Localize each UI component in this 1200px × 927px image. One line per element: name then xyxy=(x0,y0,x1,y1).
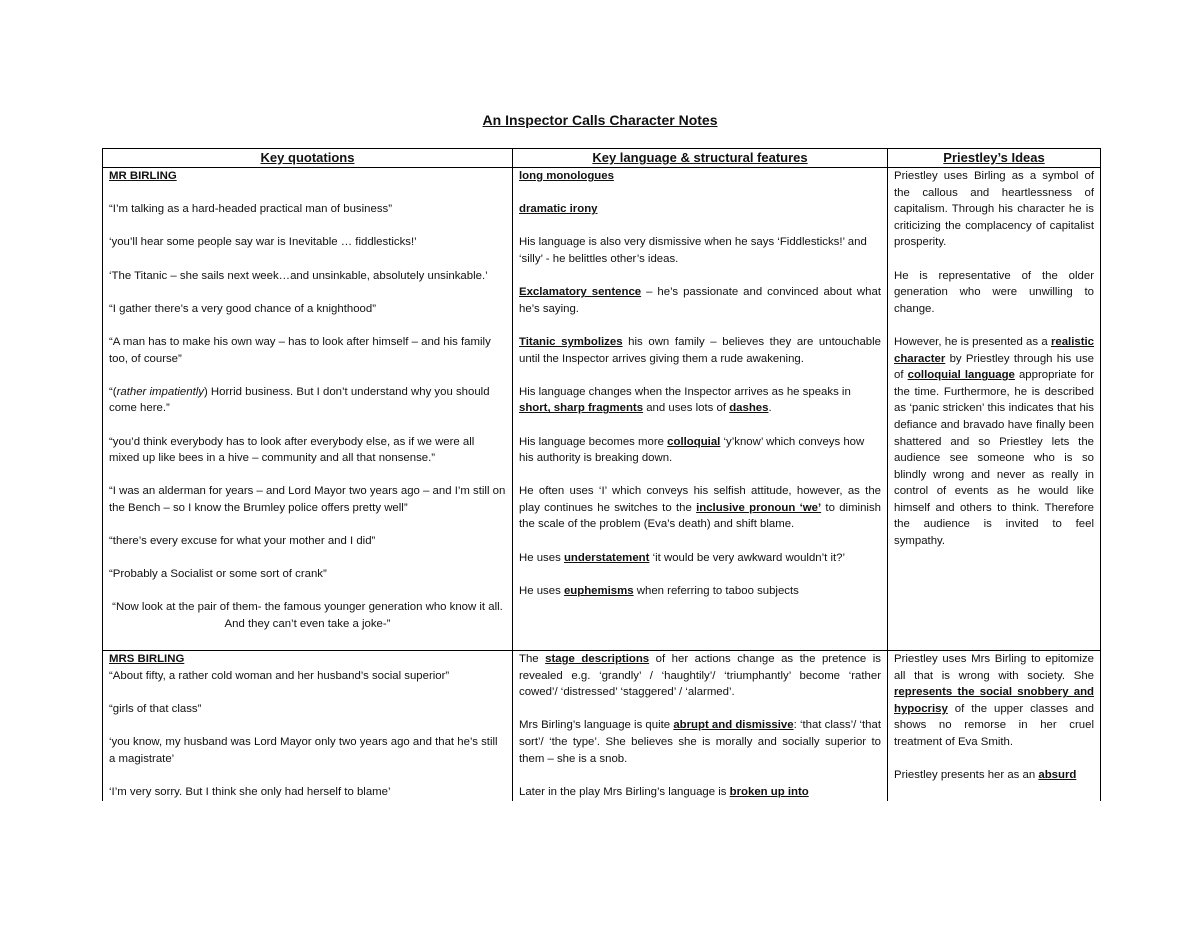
mr-birling-quotations-cell xyxy=(103,168,513,651)
mrs-birling-ideas-cell xyxy=(888,651,1101,802)
mrs-birling-features-cell xyxy=(513,651,888,802)
idea-note xyxy=(894,334,1094,550)
feature-text: of her actions change as the pretence is revealed e.g. ‘grandly’ / ‘haughtily’/ ‘triumphantly’ become ‘rather cowed’/ ‘distressed’ ‘staggered’ / ‘alarmed’. xyxy=(519,653,882,699)
quotation: “there’s every excuse for what your mother and I did” xyxy=(109,535,376,548)
feature-note xyxy=(519,334,881,367)
feature-note: His language is also very dismissive when he says ‘Fiddlesticks!’ and ‘silly’ - he belittles other’s ideas. xyxy=(519,236,867,265)
mrs-birling-quotations-cell xyxy=(103,651,513,802)
feature-note xyxy=(519,483,881,533)
feature-text: : ‘that class’/ ‘that sort’/ ‘the type’. She believes she is morally and socially superior to them – she is a snob. xyxy=(519,719,881,765)
feature-text: Mrs Birling’s language is quite xyxy=(519,719,674,732)
quotation: “I’m talking as a hard-headed practical man of business” xyxy=(109,203,393,216)
feature-note xyxy=(519,784,881,801)
mr-birling-row xyxy=(103,168,1101,651)
feature-text: – he’s passionate and convinced about what he’s saying. xyxy=(519,286,881,315)
quotation: “I gather there’s a very good chance of a knighthood” xyxy=(109,302,377,315)
quotation: “girls of that class” xyxy=(109,702,202,715)
feature-text: and uses lots of xyxy=(643,402,730,415)
feature-text: to diminish the scale of the problem (Eva’s death) and shift blame. xyxy=(519,501,881,531)
quotation: ‘The Titanic – she sails next week…and unsinkable, absolutely unsinkable.’ xyxy=(109,269,488,282)
feature-text: His language becomes more xyxy=(519,435,668,448)
feature-term: dashes xyxy=(729,402,769,415)
feature-text: The xyxy=(519,653,546,665)
feature-term: Exclamatory sentence xyxy=(519,286,642,299)
quotation xyxy=(109,384,506,417)
header-priestley-ideas: Priestley’s Ideas xyxy=(888,149,1101,168)
mrs-birling-heading: MRS BIRLING xyxy=(109,653,185,665)
feature-text: He uses xyxy=(519,551,564,564)
idea-term: realistic character xyxy=(894,335,1094,365)
feature-term: understatement xyxy=(563,551,650,564)
feature-term: dramatic irony xyxy=(519,203,598,216)
quotation: “I was an alderman for years – and Lord Mayor two years ago – and I’m still on the Bench – so I know the Brumley police offers pretty well” xyxy=(109,485,506,514)
feature-text: . xyxy=(768,402,772,415)
feature-term: Titanic symbolizes xyxy=(519,335,623,348)
quotation: ‘you know, my husband was Lord Mayor only two years ago and that he’s still a magistrate’ xyxy=(109,735,498,765)
idea-note: Priestley uses Birling as a symbol of the callous and heartlessness of capitalism. Through his character he is criticizing the complacency of capitalist prosperity. xyxy=(894,170,1094,249)
quotation: ‘I’m very sorry. But I think she only had herself to blame’ xyxy=(109,785,391,798)
idea-text: by Priestley through his use of xyxy=(894,352,1094,382)
quotation: ‘you’ll hear some people say war is Inevitable … fiddlesticks!’ xyxy=(109,236,417,249)
feature-term: inclusive pronoun ‘we’ xyxy=(696,501,822,514)
feature-text: Later in the play Mrs Birling’s language is xyxy=(519,785,730,798)
quotation: “you’d think everybody has to look after everybody else, as if we were all mixed up like bees in a hive – community and all that nonsense.” xyxy=(109,435,475,465)
idea-text: However, he is presented as a xyxy=(894,335,1051,348)
feature-note xyxy=(519,384,881,417)
feature-term: stage descriptions xyxy=(545,653,650,665)
feature-text: His language changes when the Inspector arrives as he speaks in xyxy=(519,385,851,398)
feature-note xyxy=(519,583,881,600)
idea-note xyxy=(894,651,1094,751)
idea-term: colloquial language xyxy=(907,369,1015,382)
feature-text: He often uses ‘I’ which conveys his selfish attitude, however, as the play continues he switches to the xyxy=(519,485,881,514)
character-notes-table xyxy=(102,148,1101,801)
idea-text: Priestley presents her as an xyxy=(894,769,1039,782)
quote-rest: ) Horrid business. But I don’t understand why you should come here.” xyxy=(109,385,490,415)
idea-note xyxy=(894,767,1094,784)
idea-term: represents the social snobbery and hypocrisy xyxy=(894,686,1094,715)
feature-text: ‘y’know’ which conveys how his authority is breaking down. xyxy=(519,435,865,465)
feature-note xyxy=(519,434,881,467)
header-key-language: Key language & structural features xyxy=(513,149,888,168)
feature-text: his own family – believes they are untouchable until the Inspector arrives giving them a rude awakening. xyxy=(519,335,881,365)
document-title: An Inspector Calls Character Notes xyxy=(482,112,718,128)
quote-open: “( xyxy=(109,385,117,398)
feature-text: ‘it would be very awkward wouldn’t it?’ xyxy=(649,551,846,564)
idea-text: Priestley uses Mrs Birling to epitomize all that is wrong with society. She xyxy=(894,653,1094,682)
feature-term: long monologues xyxy=(519,170,614,182)
feature-text: when referring to taboo subjects xyxy=(633,584,799,597)
feature-term: euphemisms xyxy=(563,584,634,597)
idea-term: absurd xyxy=(1038,769,1077,782)
header-row xyxy=(103,149,1101,168)
mrs-birling-row xyxy=(103,651,1101,802)
header-key-quotations: Key quotations xyxy=(103,149,513,168)
feature-term: short, sharp fragments xyxy=(519,402,644,415)
quotation: “About fifty, a rather cold woman and her husband’s social superior” xyxy=(109,669,450,682)
quotation: “Probably a Socialist or some sort of crank” xyxy=(109,568,327,581)
mr-birling-heading: MR BIRLING xyxy=(109,170,177,182)
feature-term: abrupt and dismissive xyxy=(673,719,794,732)
stage-direction: rather impatiently xyxy=(116,385,204,398)
feature-term: colloquial xyxy=(667,435,721,448)
feature-text: He uses xyxy=(519,584,564,597)
idea-text: of the upper classes and shows no remorse in her cruel treatment of Eva Smith. xyxy=(894,702,1094,748)
quotation: “A man has to make his own way – has to look after himself – and his family too, of course” xyxy=(109,335,491,365)
mr-birling-features-cell xyxy=(513,168,888,651)
feature-note xyxy=(519,651,881,701)
idea-note: He is representative of the older generation who were unwilling to change. xyxy=(894,269,1094,315)
feature-note xyxy=(519,550,881,567)
feature-note xyxy=(519,717,881,767)
mr-birling-ideas-cell xyxy=(888,168,1101,651)
quotation: “Now look at the pair of them- the famous younger generation who know it all. And they can’t even take a joke-” xyxy=(112,601,503,631)
idea-text: appropriate for the time. Furthermore, he is described as ‘panic stricken’ this indicates that his defiance and bravado have finally been shattered and so Priestley lets the audience see someone who is so blindly wrong and never as really in control of events as he would like himself and others to think. Therefore the audience is invited to feel sympathy. xyxy=(894,369,1094,548)
feature-note xyxy=(519,284,881,317)
feature-term: broken up into xyxy=(729,785,809,798)
